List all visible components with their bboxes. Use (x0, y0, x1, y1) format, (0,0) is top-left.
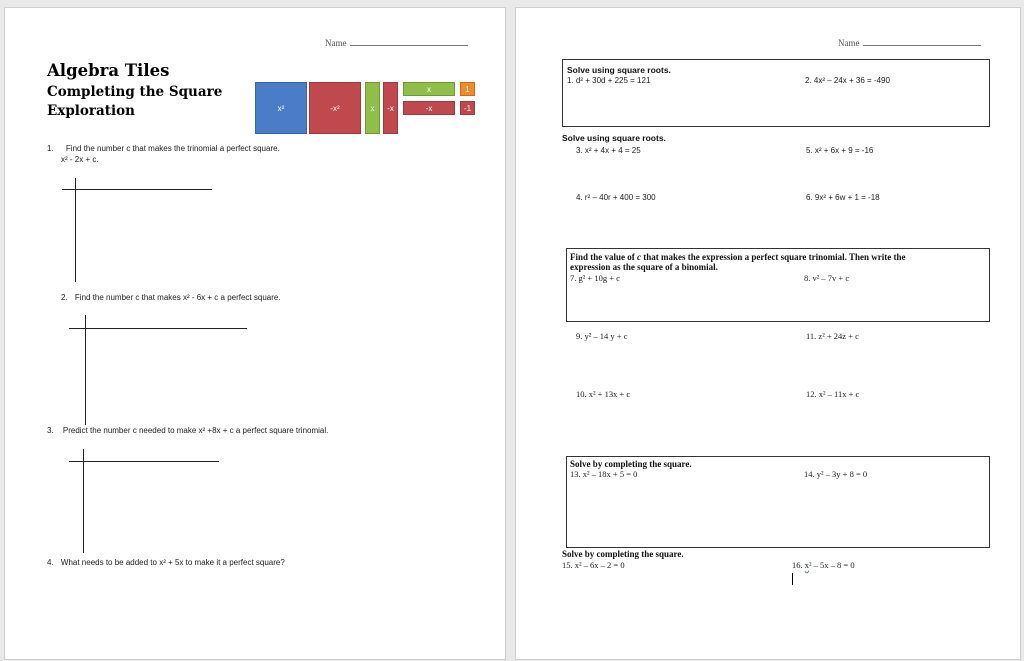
worksheet-page-2 (515, 7, 1021, 660)
name-underline-2 (863, 45, 981, 46)
section-3-header-b: that makes the expression a perfect square trinomial. Then write the (643, 252, 906, 262)
question-1-expression: x² - 2x + c. (61, 155, 99, 164)
work-grid-2-vertical (85, 315, 86, 425)
name-label-2: Name (838, 38, 860, 48)
problem-14: 14. y² – 3y + 8 = 0 (804, 469, 868, 479)
question-3 (47, 426, 328, 435)
tile-negative-x-horizontal: -x (403, 101, 455, 115)
problem-5: 5. x² + 6x + 9 = -16 (806, 146, 874, 155)
section-4-header: Solve by completing the square. (570, 459, 692, 469)
problem-2: 2. 4x² – 24x + 36 = -490 (805, 76, 890, 85)
worksheet-page-1 (4, 7, 506, 660)
problem-4: 4. r² – 40r + 400 = 300 (576, 193, 656, 202)
worksheet-title: Algebra Tiles (47, 61, 170, 80)
question-3-text: Predict the number c needed to make x² +8x + c a perfect square trinomial. (62, 426, 329, 435)
question-2-number: 2. (61, 293, 68, 302)
question-4 (47, 558, 285, 567)
tile-x-squared: x² (255, 82, 307, 134)
problem-13: 13. x² – 18x + 5 = 0 (570, 469, 638, 479)
question-1-text: Find the number c that makes the trinomial a perfect square. (65, 144, 280, 153)
section-5-header: Solve by completing the square. (562, 549, 684, 559)
tile-negative-x-vertical: -x (383, 82, 398, 134)
question-3-number: 3. (47, 426, 54, 435)
problem-16 (792, 560, 855, 570)
name-label: Name (325, 38, 347, 48)
problem-15: 15. x² – 6x – 2 = 0 (562, 560, 625, 570)
question-2 (61, 293, 281, 302)
tile-negative-x-squared: -x² (309, 82, 361, 134)
problem-7: 7. g² + 10g + c (570, 273, 620, 283)
problem-3: 3. x² + 4x + 4 = 25 (576, 146, 641, 155)
section-3-header-c: c (637, 252, 642, 262)
name-field[interactable] (325, 38, 468, 48)
section-2-header: Solve using square roots. (562, 133, 666, 143)
question-4-number: 4. (47, 558, 54, 567)
problem-16-variable: x (804, 560, 809, 570)
problem-1: 1. d² + 30d + 225 = 121 (567, 76, 651, 85)
tile-x-vertical: x (365, 82, 380, 134)
work-grid-1-vertical (75, 178, 76, 282)
question-1-number: 1. (47, 144, 54, 153)
question-2-text: Find the number c that makes x² - 6x + c a perfect square. (74, 293, 281, 302)
tile-x-horizontal: x (403, 82, 455, 96)
question-1 (47, 144, 280, 153)
work-grid-3-horizontal (69, 461, 219, 462)
worksheet-subtitle: Completing the Square (47, 84, 223, 100)
tile-one: 1 (460, 82, 475, 96)
section-1-header: Solve using square roots. (567, 65, 671, 75)
section-3-header-line-2: expression as the square of a binomial. (570, 262, 718, 272)
problem-9: 9. y² – 14 y + c (576, 331, 628, 341)
work-grid-2-horizontal (69, 328, 247, 329)
problem-10: 10. x² + 13x + c (576, 389, 631, 399)
problem-6: 6. 9x² + 6w + 1 = -18 (806, 193, 880, 202)
section-3-header-a: Find the value of (570, 252, 635, 262)
worksheet-subtitle-2: Exploration (47, 103, 135, 119)
problem-12: 12. x² – 11x + c (806, 389, 860, 399)
work-grid-3-vertical (83, 449, 84, 553)
tile-negative-one: -1 (460, 101, 475, 115)
section-3-header (570, 252, 906, 262)
work-grid-1-horizontal (62, 189, 212, 190)
problem-16-rest: ² – 5x – 8 = 0 (809, 560, 855, 570)
problem-16-number: 16. (792, 560, 803, 570)
problem-11: 11. z² + 24z + c (806, 331, 859, 341)
name-underline (350, 45, 468, 46)
text-cursor (792, 573, 793, 585)
question-4-text: What needs to be added to x² + 5x to make it a perfect square? (60, 558, 285, 567)
name-field-2[interactable] (838, 38, 981, 48)
problem-8: 8. v² – 7v + c (804, 273, 850, 283)
